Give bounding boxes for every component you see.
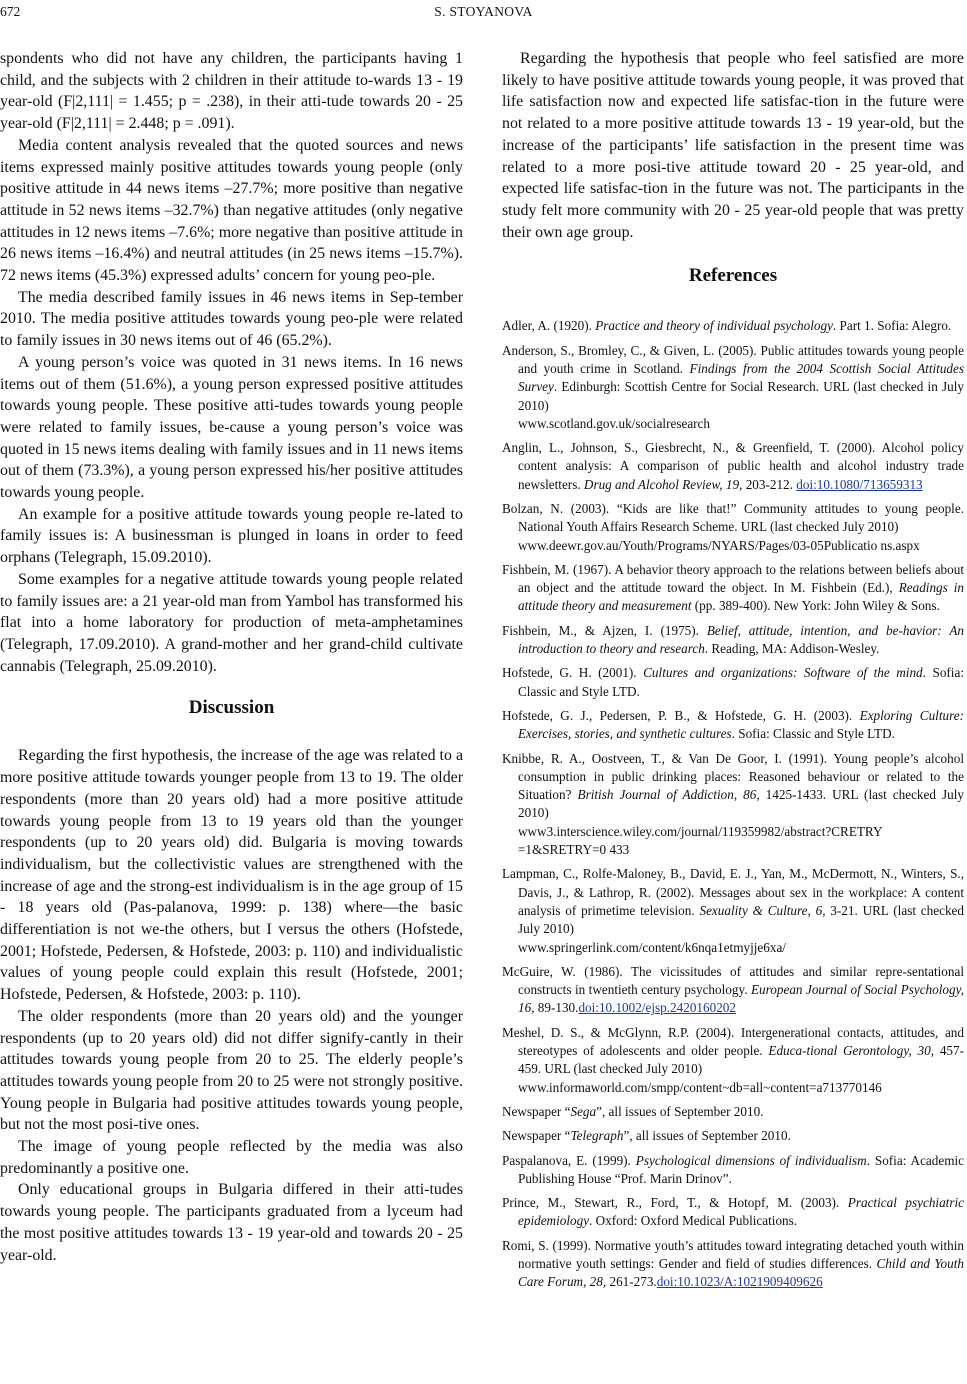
references-heading: References: [688, 265, 778, 287]
reference-text: Romi, S. (1999). Normative youth’s attitudes toward integrating detached youth within normative youth settings: Gender and field of studies differences.: [502, 1237, 964, 1271]
reference-text: 203-212.: [742, 476, 797, 492]
reference-title: Telegraph: [570, 1128, 624, 1144]
reference-text: Prince, M., Stewart, R., Ford, T., & Hotopf, M. (2003).: [502, 1195, 848, 1211]
reference-title: Sexuality & Culture, 6,: [699, 902, 826, 918]
body-paragraph: Only educational groups in Bulgaria differed in their atti-tudes towards young people. The participants graduated from a lyceum had the most positive attitudes towards 13 - 19 year-old and towards 20 - 25 year-old.: [0, 1181, 463, 1264]
reference-text: Meshel, D. S., & McGlynn, R.P. (2004). Intergenerational contacts, attitudes, and stereotypes of adolescents and older people.: [502, 1024, 964, 1059]
body-paragraph: The image of young people reflected by the media was also predominantly a positive one.: [0, 1138, 463, 1177]
reference-text: 89-130.: [534, 1000, 579, 1016]
reference-text: Fishbein, M., & Ajzen, I. (1975).: [502, 622, 707, 638]
reference-url: www.deewr.gov.au/Youth/Programs/NYARS/Pages/03-05Publicatio ns.aspx: [518, 537, 920, 553]
reference-title: Sega: [570, 1103, 597, 1119]
doi-link[interactable]: doi:10.1080/713659313: [796, 476, 923, 492]
reference-url: www.informaworld.com/smpp/content~db=all~content=a713770146: [518, 1079, 882, 1095]
reference-url: www.springerlink.com/content/k6nqa1etmyjje6xa/: [518, 939, 786, 955]
reference-text: Newspaper “: [502, 1128, 571, 1144]
reference-text: 3-21. URL (last checked July 2010): [518, 902, 964, 937]
reference-title: Exploring Culture: Exercises, stories, and synthetic cultures: [518, 707, 964, 742]
reference-title: Child and Youth Care Forum, 28,: [518, 1255, 964, 1290]
reference-text: ”, all issues of September 2010.: [596, 1103, 764, 1119]
reference-text: . Sofia: Classic and Style LTD.: [731, 726, 895, 742]
reference-title: Practice and theory of individual psychology: [595, 318, 833, 334]
doi-link[interactable]: doi:10.1023/A:1021909409626: [656, 1274, 823, 1290]
body-paragraph: An example for a positive attitude towards young people re-lated to family issues is: A businessman is plunged in loans in order to feed orphans (Telegraph, 15.09.2010).: [0, 505, 463, 567]
body-paragraph: The older respondents (more than 20 years old) and the younger respondents (up to 20 years old) did not differ signify-cantly in their attitudes towards young people from 20 to 25. The elderly people’s attitudes towards young people from 20 to 25 were not strongly positive. Young people in Bulgaria had positive attitudes towards young people, but not the most posi-tive ones.: [0, 1007, 463, 1134]
discussion-heading: Discussion: [188, 697, 275, 719]
reference-entry: [502, 622, 964, 659]
running-header: [0, 4, 967, 24]
running-author: S. STOYANOVA: [434, 4, 533, 19]
doi-link[interactable]: doi:10.1002/ejsp.2420160202: [578, 1000, 736, 1016]
reference-url: www.scotland.gov.uk/socialresearch: [518, 415, 711, 431]
reference-entry: [502, 707, 964, 744]
body-paragraph: Regarding the hypothesis that people who feel satisfied are more likely to have positive attitude towards young people, it was proved that life satisfaction now and expected life satisfac-tion in the future were not related to a more positive attitude towards 13 - 19 year-old, but the increase of the participants’ life satisfaction in the present time was related to a more posi-tive attitude toward 20 - 25 year-old, and expected life satisfac-tion in the future was not. The participants in the study felt more community with 20 - 25 year-old people that was pretty their own age group.: [502, 50, 964, 241]
reference-title: Belief, attitude, intention, and be-havior: An introduction to theory and research: [518, 622, 964, 657]
body-paragraph: A young person’s voice was quoted in 31 news items. In 16 news items out of them (51.6%), a young person expressed positive attitudes towards young people. These positive atti-tudes towards young people were related to family issues, be-cause a young person’s voice was quoted in 15 news items dealing with family issues and in 11 news items out of them (73.3%), a young person expressed his/her positive attitudes towards young people.: [0, 353, 463, 502]
reference-text: Adler, A. (1920).: [502, 318, 596, 334]
reference-entry: [502, 1237, 964, 1292]
page-number: 672: [0, 4, 21, 19]
reference-entry: [502, 342, 964, 433]
reference-list: [502, 317, 964, 1291]
reference-title: Cultures and organizations: Software of the mind: [643, 665, 923, 681]
reference-text: Anglin, L., Johnson, S., Giesbrecht, N., & Greenfield, T. (2000). Alcohol policy content analysis: A comparison of public health and alcohol industry trade newsletters.: [502, 440, 964, 492]
reference-text: Fishbein, M. (1967). A behavior theory approach to the relations between beliefs about an object and the attitude toward the object. In M. Fishbein (Ed.),: [502, 561, 964, 596]
reference-entry: [502, 664, 964, 701]
reference-text: . Sofia: Classic and Style LTD.: [518, 665, 964, 699]
reference-entry: [502, 1024, 964, 1097]
reference-entry: [502, 561, 964, 616]
body-paragraph: spondents who did not have any children, the participants having 1 child, and the subjects with 2 children in their attitude to-wards 13 - 19 year-old (F|2,111| = 1.455; p = .238), in their atti-tude towards 20 - 25 year-old (F|2,111| = 2.448; p = .091).: [0, 50, 463, 133]
reference-text: 261-273.: [606, 1274, 657, 1290]
reference-entry: [502, 500, 964, 555]
reference-text: Lampman, C., Rolfe-Maloney, B., David, E. J., Yan, M., McDermott, N., Winters, S., Davis, J., & Lathrop, R. (2002). Messages about sex in the workplace: A content analysis of primetime television.: [502, 866, 964, 918]
reference-text: Newspaper “: [502, 1103, 571, 1119]
left-column: [0, 48, 463, 1266]
right-column: [502, 48, 964, 1298]
reference-text: . Part 1. Sofia: Alegro.: [832, 318, 952, 334]
reference-title: Findings from the 2004 Scottish Social Attitudes Survey: [518, 360, 964, 395]
reference-entry: [502, 317, 964, 335]
reference-entry: [502, 1194, 964, 1231]
reference-title: British Journal of Addiction, 86,: [577, 787, 760, 803]
reference-title: Drug and Alcohol Review, 19,: [583, 476, 743, 492]
body-paragraph: Regarding the first hypothesis, the increase of the age was related to a more positive attitude towards younger people from 13 to 19. The older respondents (more than 20 years old) had a more positive attitude towards young people from 13 to 19 years old than the younger respondents (up to 20 years old) did. Bulgaria is moving towards individualism, but the collectivistic values are strengthened with the increase of age and the strong-est individualism is in the age group of 15 - 18 years old (Pas-palanova, 1999: p. 138) where—the basic differentiation is not we-the others, but I versus the others (Hofstede, 2001; Hofstede, Pedersen, & Hofstede, 2003: p. 110) and individualistic values of young people could explain this result (Hofstede, 2001; Hofstede, Pedersen, & Hofstede, 2003: p. 110).: [0, 747, 463, 1004]
reference-entry: [502, 1152, 964, 1189]
reference-text: ”, all issues of September 2010.: [623, 1128, 791, 1144]
body-paragraph: Media content analysis revealed that the quoted sources and news items expressed mainly positive attitudes towards young people (only positive attitude in 44 news items –27.7%; more positive than negative attitude in 52 news items –32.7%) than negative attitudes (only negative attitudes in 12 news items –7.6%; more negative than positive attitude in 26 news items –16.4%) and neutral attitudes (in 25 news items –15.7%). 72 news items (45.3%) expressed adults’ concern for young peo-ple.: [0, 136, 463, 285]
reference-entry: [502, 750, 964, 860]
reference-entry: [502, 963, 964, 1018]
reference-text: . Sofia: Academic Publishing House “Prof. Marin Drinov”.: [518, 1152, 964, 1186]
body-paragraph: The media described family issues in 46 news items in Sep-tember 2010. The media positive attitudes towards young peo-ple were related to family issues in 30 news items out of 46 (65.2%).: [0, 288, 463, 350]
body-paragraph: Some examples for a negative attitude towards young people related to family issues are: a 21 year-old man from Yambol has transformed his flat into a home laboratory for production of meta-amphetamines (Telegraph, 17.09.2010). A grand-mother and her grand-child cultivate cannabis (Telegraph, 25.09.2010).: [0, 570, 463, 675]
reference-text: . Edinburgh: Scottish Centre for Social Research. URL (last checked in July 2010): [518, 379, 964, 413]
reference-text: Hofstede, G. H. (2001).: [502, 665, 644, 681]
reference-text: McGuire, W. (1986). The vicissitudes of attitudes and similar repre-sentational constructs in twentieth century psychology.: [502, 963, 964, 998]
reference-url: www3.interscience.wiley.com/journal/119359982/abstract?CRETRY =1&SRETRY=0 433: [518, 823, 883, 858]
reference-title: Readings in attitude theory and measurement: [518, 580, 964, 614]
reference-title: Psychological dimensions of individualism: [635, 1152, 867, 1168]
reference-entry: [502, 1127, 964, 1145]
reference-entry: [502, 439, 964, 494]
reference-title: Educa-tional Gerontology, 30,: [768, 1043, 935, 1059]
reference-title: Practical psychiatric epidemiology: [518, 1195, 964, 1229]
reference-text: . Oxford: Oxford Medical Publications.: [589, 1213, 798, 1229]
reference-text: Hofstede, G. J., Pedersen, P. B., & Hofstede, G. H. (2003).: [502, 707, 860, 723]
reference-title: European Journal of Social Psychology, 16,: [518, 982, 965, 1016]
reference-text: 457-459. URL (last checked July 2010): [518, 1043, 965, 1077]
reference-text: Anderson, S., Bromley, C., & Given, L. (2005). Public attitudes towards young people and youth crime in Scotland.: [502, 342, 964, 376]
reference-entry: [502, 1103, 964, 1121]
reference-entry: [502, 865, 964, 956]
reference-text: (pp. 389-400). New York: John Wiley & Sons.: [691, 598, 940, 614]
reference-text: Bolzan, N. (2003). “Kids are like that!” Community attitudes to young people. National Youth Affairs Research Scheme. URL (last checked July 2010): [502, 501, 964, 535]
reference-text: . Reading, MA: Addison-Wesley.: [704, 641, 880, 657]
reference-text: Knibbe, R. A., Oostveen, T., & Van De Goor, I. (1991). Young people’s alcohol consumption in public drinking places: Reasoned behaviour or related to the Situation?: [502, 750, 964, 803]
reference-text: 1425-1433. URL (last checked July 2010): [518, 787, 964, 821]
reference-text: Paspalanova, E. (1999).: [502, 1152, 636, 1168]
